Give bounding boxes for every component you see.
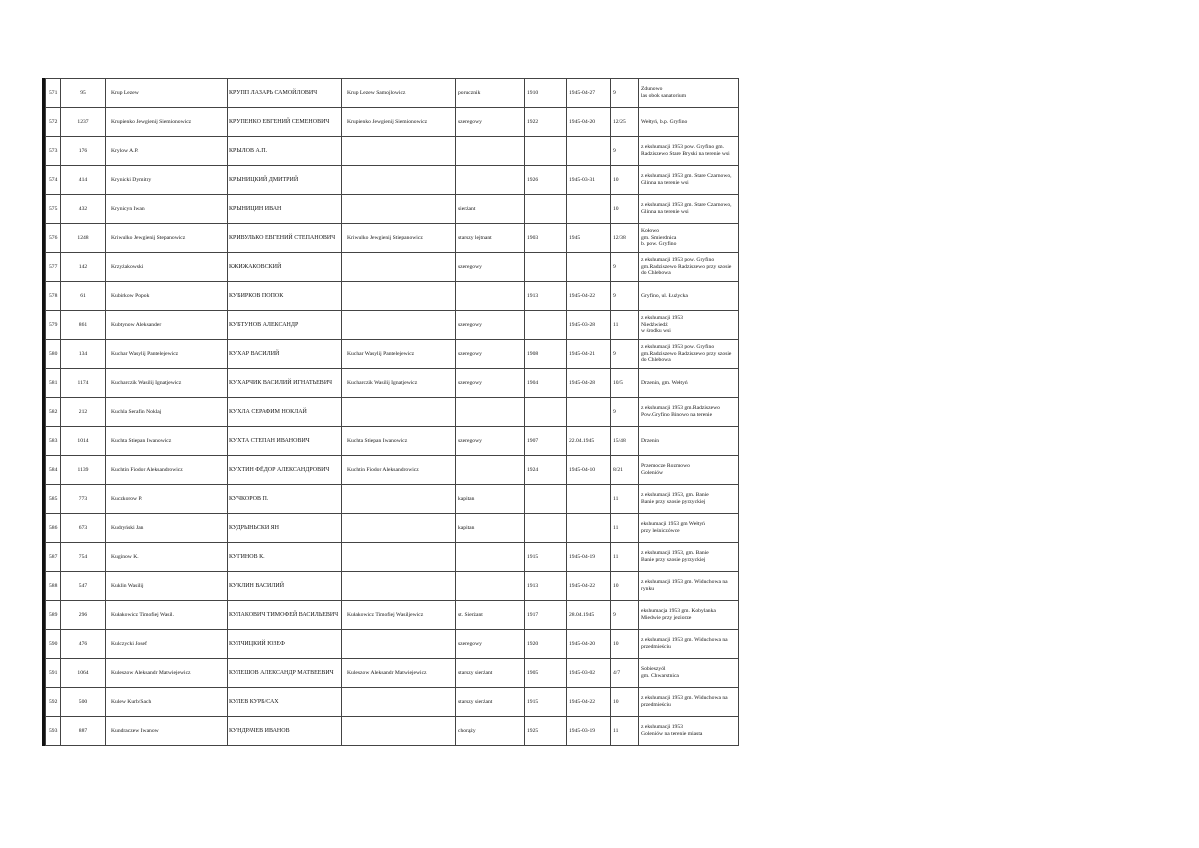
cell-russian-name: КУБТУНОВ АЛЕКСАНДР (228, 311, 342, 340)
cell-rank: starszy lejtnant (456, 224, 525, 253)
cell-exhumation-place: z ekshumacji 1953 gm. Widuchowa na rynku (639, 572, 739, 601)
table-row (46, 398, 739, 427)
cell-grave-number: 754 (61, 543, 106, 572)
cell-grave-number: 61 (61, 282, 106, 311)
table-row (46, 543, 739, 572)
cell-birth-year: 1917 (525, 601, 567, 630)
cell-birth-year: 1926 (525, 166, 567, 195)
cell-exhumation-place: ekshumacja 1953 gm. Kobylanka Miedwie przy jeziorze (639, 601, 739, 630)
cell-exhumation-place: Gryfino, ul. Łużycka (639, 282, 739, 311)
cell-russian-name: КУЛЕВ КУРБ/САХ (228, 688, 342, 717)
cell-polish-name: Kuczkorow P. (106, 485, 228, 514)
cell-rank: szeregowy (456, 369, 525, 398)
cell-grave-location: 9 (611, 340, 639, 369)
cell-russian-name: КРУПЕНКО ЕВГЕНИЙ СЕМЕНОВИЧ (228, 108, 342, 137)
cell-death-date (567, 253, 611, 282)
cell-russian-name: КУХАРЧИК ВАСИЛИЙ ИГНАТЬЕВИЧ (228, 369, 342, 398)
cell-grave-location: 9 (611, 282, 639, 311)
cell-full-name (342, 717, 456, 746)
cell-grave-location: 10 (611, 630, 639, 659)
cell-russian-name: КУХАР ВАСИЛИЙ (228, 340, 342, 369)
cell-full-name (342, 514, 456, 543)
table-row (46, 166, 739, 195)
cell-death-date (567, 398, 611, 427)
table-row (46, 601, 739, 630)
table-row (46, 630, 739, 659)
cell-rank: szeregowy (456, 340, 525, 369)
cell-rank: szeregowy (456, 427, 525, 456)
cell-birth-year: 1924 (525, 456, 567, 485)
table-row (46, 514, 739, 543)
cell-full-name: Kriwulko Jewgienij Stiepanowicz (342, 224, 456, 253)
cell-grave-number: 476 (61, 630, 106, 659)
cell-russian-name: КРЫНИЦИН ИВАН (228, 195, 342, 224)
cell-death-date: 1945-03-19 (567, 717, 611, 746)
cell-full-name (342, 398, 456, 427)
cell-exhumation-place: Drzenin (639, 427, 739, 456)
cell-polish-name: Kubtynow Aleksander (106, 311, 228, 340)
burial-register-table (45, 78, 739, 746)
cell-polish-name: Kuginow K. (106, 543, 228, 572)
cell-exhumation-place: Kołowo gm. Smierdnica b. pow. Gryfino (639, 224, 739, 253)
cell-death-date: 28.04.1945 (567, 601, 611, 630)
cell-grave-location: 12/25 (611, 108, 639, 137)
cell-birth-year (525, 195, 567, 224)
cell-rank: kapitan (456, 485, 525, 514)
table-row (46, 659, 739, 688)
cell-death-date: 1945-04-19 (567, 543, 611, 572)
cell-polish-name: Krup Lezew (106, 79, 228, 108)
cell-full-name (342, 630, 456, 659)
cell-russian-name: КУЧКОРОВ П. (228, 485, 342, 514)
table-row (46, 427, 739, 456)
cell-death-date: 1945-04-20 (567, 108, 611, 137)
cell-exhumation-place: z ekshumacji 1953 Goleniów na terenie miasta (639, 717, 739, 746)
table-row (46, 311, 739, 340)
cell-polish-name: Kuchar Wasylij Pantelejewicz (106, 340, 228, 369)
cell-polish-name: Kuleszow Aleksandr Matwiejewicz (106, 659, 228, 688)
cell-russian-name: КУЛАКОВИЧ ТИМОФЕЙ ВАСИЛЬЕВИЧ (228, 601, 342, 630)
cell-grave-location: 9 (611, 601, 639, 630)
cell-grave-location: 10 (611, 572, 639, 601)
cell-grave-number: 1139 (61, 456, 106, 485)
cell-full-name (342, 572, 456, 601)
cell-rank: szeregowy (456, 108, 525, 137)
cell-polish-name: Krzyżakowski (106, 253, 228, 282)
cell-rank: porucznik (456, 79, 525, 108)
cell-full-name: Krupienko Jewgienij Siemionowicz (342, 108, 456, 137)
cell-death-date: 1945-04-27 (567, 79, 611, 108)
cell-polish-name: Kulczycki Josef (106, 630, 228, 659)
table-row (46, 340, 739, 369)
cell-rank: starszy sierżant (456, 688, 525, 717)
cell-lp: 591 (46, 659, 61, 688)
cell-russian-name: КУГИНОВ К. (228, 543, 342, 572)
cell-grave-location: 9 (611, 79, 639, 108)
cell-polish-name: Krynicki Dymitry (106, 166, 228, 195)
cell-grave-number: 1064 (61, 659, 106, 688)
cell-death-date (567, 195, 611, 224)
cell-death-date: 1945-03-02 (567, 659, 611, 688)
cell-exhumation-place: Drzenin, gm. Wełtyń (639, 369, 739, 398)
cell-birth-year: 1915 (525, 688, 567, 717)
cell-grave-number: 500 (61, 688, 106, 717)
cell-rank (456, 282, 525, 311)
cell-grave-location: 10 (611, 195, 639, 224)
cell-lp: 580 (46, 340, 61, 369)
cell-exhumation-place: z ekshumacji 1953 pow. Gryfino gm.Radziszewo Radziszewo przy szosie do Chlebowa (639, 340, 739, 369)
cell-grave-location: 11 (611, 543, 639, 572)
cell-exhumation-place: z ekshumacji 1953 Niedźwiedź w środku wsi (639, 311, 739, 340)
cell-birth-year: 1907 (525, 427, 567, 456)
cell-birth-year (525, 398, 567, 427)
cell-lp: 576 (46, 224, 61, 253)
cell-full-name: Kuchar Wasylij Pantelejewicz (342, 340, 456, 369)
cell-grave-location: 11 (611, 717, 639, 746)
cell-russian-name: КЖИЖАКОВСКИЙ (228, 253, 342, 282)
cell-rank (456, 572, 525, 601)
cell-grave-number: 414 (61, 166, 106, 195)
cell-lp: 574 (46, 166, 61, 195)
cell-grave-number: 547 (61, 572, 106, 601)
cell-rank: starszy sierżant (456, 659, 525, 688)
cell-grave-number: 773 (61, 485, 106, 514)
cell-rank: szeregowy (456, 311, 525, 340)
cell-birth-year: 1913 (525, 572, 567, 601)
cell-exhumation-place: z ekshumacji 1953 pow. Gryfino gm.Radziszewo Radziszewo przy szosie do Chlebowa (639, 253, 739, 282)
cell-death-date: 1945-04-22 (567, 688, 611, 717)
cell-grave-number: 1248 (61, 224, 106, 253)
cell-grave-location: 11 (611, 514, 639, 543)
cell-polish-name: Krynicyn Iwan (106, 195, 228, 224)
cell-russian-name: КУЛЧИЦКИЙ ЮЗЕФ (228, 630, 342, 659)
cell-grave-number: 296 (61, 601, 106, 630)
cell-rank (456, 398, 525, 427)
cell-lp: 589 (46, 601, 61, 630)
cell-lp: 577 (46, 253, 61, 282)
cell-lp: 588 (46, 572, 61, 601)
cell-lp: 585 (46, 485, 61, 514)
cell-grave-number: 95 (61, 79, 106, 108)
cell-grave-number: 176 (61, 137, 106, 166)
cell-polish-name: Kulew Kurb/Sach (106, 688, 228, 717)
cell-russian-name: КРЫНИЦКИЙ ДМИТРИЙ (228, 166, 342, 195)
table-row (46, 369, 739, 398)
cell-exhumation-place: Wełtyń, b.p. Gryfino (639, 108, 739, 137)
cell-grave-number: 142 (61, 253, 106, 282)
cell-lp: 583 (46, 427, 61, 456)
cell-rank: szeregowy (456, 630, 525, 659)
cell-death-date: 1945-04-10 (567, 456, 611, 485)
cell-exhumation-place: z ekshumacji 1953 gm. Stare Czarnowo, Glinna na terenie wsi (639, 195, 739, 224)
cell-polish-name: Kuchtin Fiodor Aleksandrowicz (106, 456, 228, 485)
cell-full-name (342, 282, 456, 311)
cell-polish-name: Kubirkow Popok (106, 282, 228, 311)
cell-polish-name: Krupienko Jewgienij Siemionowicz (106, 108, 228, 137)
cell-death-date: 1945-03-28 (567, 311, 611, 340)
cell-birth-year: 1903 (525, 224, 567, 253)
cell-lp: 578 (46, 282, 61, 311)
cell-exhumation-place: ekshumacji 1953 gm Wełtyń przy leśniczówce (639, 514, 739, 543)
cell-russian-name: КУХТА СТЕПАН ИВАНОВИЧ (228, 427, 342, 456)
cell-grave-number: 887 (61, 717, 106, 746)
cell-polish-name: Kundraczew Iwanow (106, 717, 228, 746)
cell-rank (456, 166, 525, 195)
cell-grave-location: 9 (611, 137, 639, 166)
cell-death-date: 1945-04-22 (567, 572, 611, 601)
cell-grave-number: 1014 (61, 427, 106, 456)
cell-lp: 587 (46, 543, 61, 572)
cell-grave-number: 861 (61, 311, 106, 340)
cell-exhumation-place: z ekshumacji 1953 pow. Gryfino gm. Radziszewo Stare Bryski na terenie wsi (639, 137, 739, 166)
cell-birth-year: 1905 (525, 659, 567, 688)
cell-grave-location: 9 (611, 253, 639, 282)
cell-death-date: 1945-04-21 (567, 340, 611, 369)
cell-full-name: Kuchtin Fiodor Aleksandrowicz (342, 456, 456, 485)
table-row (46, 688, 739, 717)
cell-full-name (342, 195, 456, 224)
cell-grave-location: 10 (611, 166, 639, 195)
cell-russian-name: КРЫЛОВ А.П. (228, 137, 342, 166)
cell-russian-name: КУЛЕШОВ АЛЕКСАНДР МАТВЕЕВИЧ (228, 659, 342, 688)
cell-polish-name: Kudryński Jan (106, 514, 228, 543)
cell-polish-name: Kuchta Stiepan Iwanowicz (106, 427, 228, 456)
cell-rank (456, 543, 525, 572)
table-row (46, 717, 739, 746)
cell-exhumation-place: z ekshumacji 1953, gm. Banie Banie przy szosie pyrzyckiej (639, 543, 739, 572)
cell-rank (456, 137, 525, 166)
cell-death-date (567, 514, 611, 543)
cell-birth-year: 1913 (525, 282, 567, 311)
cell-russian-name: КРУПП ЛАЗАРЬ САМОЙЛОВИЧ (228, 79, 342, 108)
cell-birth-year (525, 311, 567, 340)
cell-birth-year (525, 514, 567, 543)
cell-russian-name: КУНДРАЧЕВ ИВАНОВ (228, 717, 342, 746)
table-row (46, 195, 739, 224)
table-row (46, 137, 739, 166)
cell-lp: 586 (46, 514, 61, 543)
cell-grave-location: 12/38 (611, 224, 639, 253)
cell-grave-location: 10 (611, 688, 639, 717)
cell-polish-name: Krylow A.P. (106, 137, 228, 166)
cell-polish-name: Kuklin Wasilij (106, 572, 228, 601)
cell-grave-location: 11 (611, 311, 639, 340)
cell-rank: st. Sierżant (456, 601, 525, 630)
cell-lp: 575 (46, 195, 61, 224)
table-row (46, 108, 739, 137)
cell-lp: 573 (46, 137, 61, 166)
cell-birth-year: 1920 (525, 630, 567, 659)
cell-birth-year: 1915 (525, 543, 567, 572)
cell-lp: 593 (46, 717, 61, 746)
cell-full-name: Kułakowicz Timofiej Wasiljewicz (342, 601, 456, 630)
cell-rank: sierżant (456, 195, 525, 224)
cell-exhumation-place: z ekshumacji 1953 gm. Stare Czarnowo, Glinna na terenie wsi (639, 166, 739, 195)
cell-polish-name: Kucharczik Wasilij Ignatjewicz (106, 369, 228, 398)
table-row (46, 485, 739, 514)
cell-lp: 572 (46, 108, 61, 137)
cell-lp: 590 (46, 630, 61, 659)
table-row (46, 253, 739, 282)
cell-birth-year: 1910 (525, 79, 567, 108)
cell-exhumation-place: Zdunowo las obok sanatorium (639, 79, 739, 108)
cell-birth-year: 1922 (525, 108, 567, 137)
cell-full-name (342, 688, 456, 717)
cell-exhumation-place: z ekshumacji 1953 gm. Widuchowa na przedmieściu (639, 688, 739, 717)
cell-death-date (567, 137, 611, 166)
cell-birth-year (525, 485, 567, 514)
cell-birth-year (525, 253, 567, 282)
table-row (46, 456, 739, 485)
cell-full-name: Kucharczik Wasilij Ignatjewicz (342, 369, 456, 398)
cell-lp: 579 (46, 311, 61, 340)
cell-death-date: 1945-04-20 (567, 630, 611, 659)
cell-birth-year (525, 137, 567, 166)
cell-polish-name: Kriwulko Jewgienij Stepanowicz (106, 224, 228, 253)
cell-full-name (342, 311, 456, 340)
cell-exhumation-place: z ekshumacji 1953, gm. Banie Banie przy szosie pyrzyckiej (639, 485, 739, 514)
cell-grave-number: 673 (61, 514, 106, 543)
cell-russian-name: КРИВУЛЬКО ЕВГЕНИЙ СТЕПАНОВИЧ (228, 224, 342, 253)
cell-full-name: Krup Lezew Samojlowicz (342, 79, 456, 108)
cell-grave-number: 1237 (61, 108, 106, 137)
cell-grave-location: 15/48 (611, 427, 639, 456)
cell-grave-number: 432 (61, 195, 106, 224)
cell-russian-name: КУБИРКОВ ПОПОК (228, 282, 342, 311)
cell-exhumation-place: z ekshumacji 1953 gm. Widuchowa na przedmieściu (639, 630, 739, 659)
cell-death-date: 1945-04-28 (567, 369, 611, 398)
table-row (46, 282, 739, 311)
cell-russian-name: КУХЛА СЕРАФИМ НОКЛАЙ (228, 398, 342, 427)
cell-russian-name: КУХТИН ФЁДОР АЛЕКСАНДРОВИЧ (228, 456, 342, 485)
cell-rank (456, 456, 525, 485)
cell-lp: 582 (46, 398, 61, 427)
cell-full-name (342, 485, 456, 514)
cell-rank: chorąży (456, 717, 525, 746)
cell-exhumation-place: z ekshumacji 1953 gm.Radziszewo Pow.Gryfino Binowo na terenie (639, 398, 739, 427)
cell-birth-year: 1908 (525, 340, 567, 369)
cell-grave-number: 1174 (61, 369, 106, 398)
cell-full-name: Kuchta Stiepan Iwanowicz (342, 427, 456, 456)
cell-death-date: 1945-04-22 (567, 282, 611, 311)
cell-russian-name: КУКЛИН ВАСИЛИЙ (228, 572, 342, 601)
cell-rank: kapitan (456, 514, 525, 543)
cell-lp: 592 (46, 688, 61, 717)
cell-polish-name: Kułakowicz Timofiej Wasil. (106, 601, 228, 630)
cell-full-name (342, 137, 456, 166)
cell-death-date (567, 485, 611, 514)
cell-birth-year: 1925 (525, 717, 567, 746)
cell-grave-location: 8/21 (611, 456, 639, 485)
cell-death-date: 1945-03-31 (567, 166, 611, 195)
cell-lp: 581 (46, 369, 61, 398)
cell-grave-location: 9 (611, 398, 639, 427)
cell-grave-location: 10/5 (611, 369, 639, 398)
cell-full-name (342, 253, 456, 282)
cell-birth-year: 1904 (525, 369, 567, 398)
cell-grave-number: 212 (61, 398, 106, 427)
table-row (46, 224, 739, 253)
cell-russian-name: КУДРЫНЬСКИ ЯН (228, 514, 342, 543)
cell-polish-name: Kuchla Serafin Noklaj (106, 398, 228, 427)
cell-full-name (342, 543, 456, 572)
table-row (46, 79, 739, 108)
cell-full-name (342, 166, 456, 195)
cell-full-name: Kuleszow Aleksandr Matwiejewicz (342, 659, 456, 688)
cell-grave-location: 4/7 (611, 659, 639, 688)
table-row (46, 572, 739, 601)
cell-grave-location: 11 (611, 485, 639, 514)
cell-lp: 571 (46, 79, 61, 108)
cell-rank: szeregowy (456, 253, 525, 282)
cell-death-date: 22.04.1945 (567, 427, 611, 456)
cell-grave-number: 134 (61, 340, 106, 369)
cell-death-date: 1945 (567, 224, 611, 253)
cell-exhumation-place: Przemocze Rozmowo Goleniów (639, 456, 739, 485)
cell-exhumation-place: Sobieszyól gm. Chwarstnica (639, 659, 739, 688)
cell-lp: 584 (46, 456, 61, 485)
